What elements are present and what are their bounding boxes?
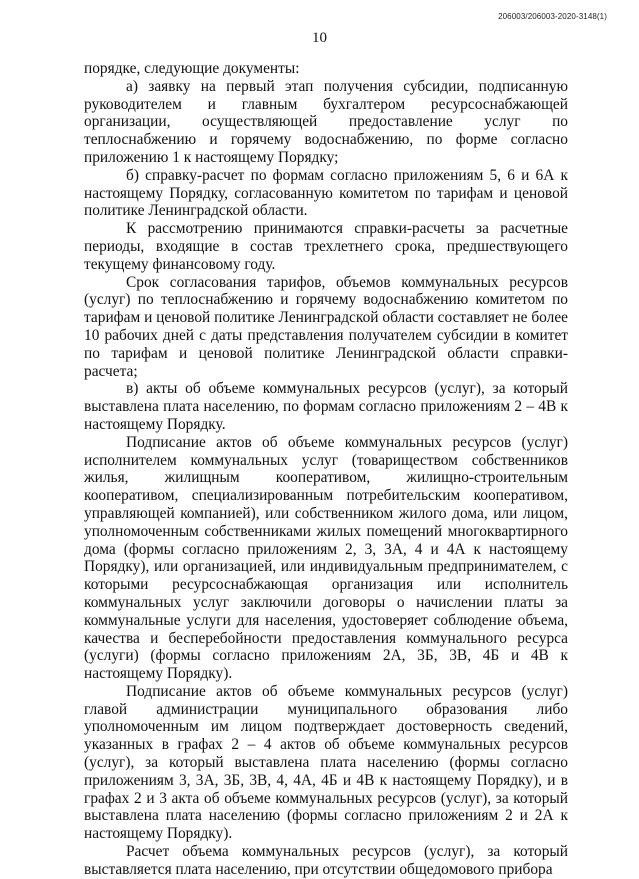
paragraph: в) акты об объеме коммунальных ресурсов (услуг), за который выставлена плата населению, по формам согласно приложениям 2 – 4В к настоящему Порядку. [84,380,568,433]
paragraph: Срок согласования тарифов, объемов коммунальных ресурсов (услуг) по теплоснабжению и горячему водоснабжению комитетом по тарифам и ценовой политике Ленинградской области составляет не более 10 рабочих дней с даты представления получателем субсидии в комитет по тарифам и ценовой политике Ленинградской области справки-расчета; [84,273,568,380]
paragraph: порядке, следующие документы: [84,60,300,77]
page-number: 10 [312,30,327,46]
paragraph: Подписание актов об объеме коммунальных ресурсов (услуг) исполнителем коммунальных услуг (товариществом собственников жилья, жилищным кооперативом, жилищно-строительным кооперативом, специализированным потребительским кооперативом, управляющей компанией), или собственником жилого дома, или лицом, уполномоченным собственниками жилых помещений многоквартирного дома (формы согласно приложениям 2, 3, 3А, 4 и 4А к настоящему Порядку), или организацией, или индивидуальным предпринимателем, с которыми ресурсоснабжающая организация или исполнитель коммунальных услуг заключили договоры о начислении платы за коммунальные услуги для населения, удостоверяет соблюдение объема, качества и бесперебойности предоставления коммунального ресурса (услуги) (формы согласно приложениям 2А, 3Б, 3В, 4Б и 4В к настоящему Порядку). [84,433,568,683]
document-body [84,60,568,879]
paragraph: б) справку-расчет по формам согласно приложениям 5, 6 и 6А к настоящему Порядку, согласованную комитетом по тарифам и ценовой политике Ленинградской области. [84,166,568,220]
paragraph: Подписание актов об объеме коммунальных ресурсов (услуг) главой администрации муниципального образования либо уполномоченным им лицом подтверждает достоверность сведений, указанных в графах 2 – 4 актов об объеме коммунальных ресурсов (услуг), за который выставлена плата населению (формы согласно приложениям 3, 3А, 3Б, 3В, 4, 4А, 4Б и 4В к настоящему Порядку), и в графах 2 и 3 акта об объеме коммунальных ресурсов (услуг), за который выставлена плата населению (формы согласно приложениям 2 и 2А к настоящему Порядку). [84,682,568,843]
paragraph: К рассмотрению принимаются справки-расчеты за расчетные периоды, входящие в состав трехлетнего срока, предшествующего текущему финансовому году. [84,220,568,273]
paragraph: а) заявку на первый этап получения субсидии, подписанную руководителем и главным бухгалтером ресурсоснабжающей организации, осуществляющей предоставление услуг по теплоснабжению и горячему водоснабжению, по форме согласно приложению 1 к настоящему Порядку; [84,77,568,166]
paragraph: Расчет объема коммунальных ресурсов (услуг), за который выставляется плата населению, при отсутствии общедомового прибора [84,843,568,878]
document-id: 206003/206003-2020-3148(1) [498,12,607,21]
